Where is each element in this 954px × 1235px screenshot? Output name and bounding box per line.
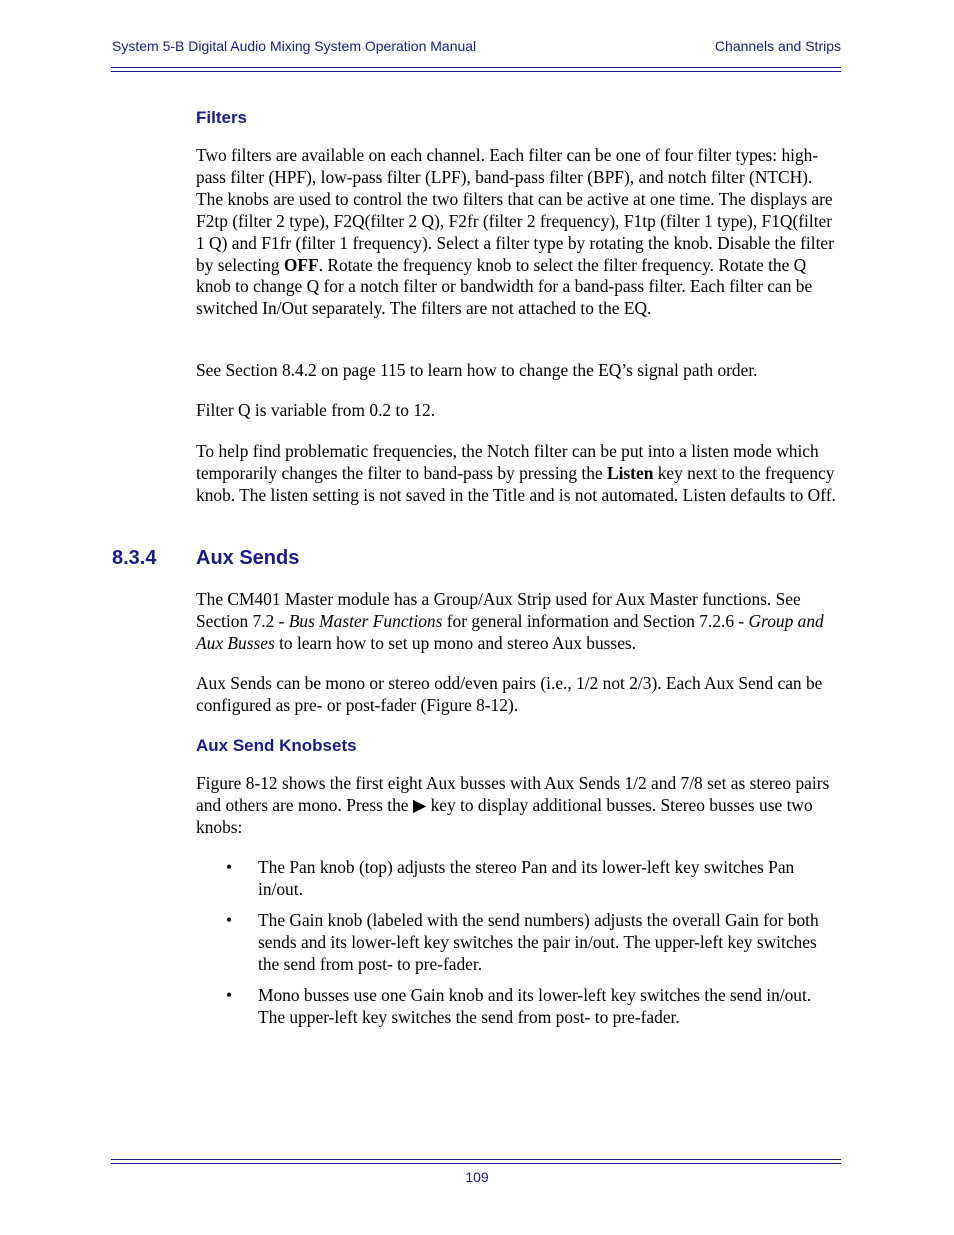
text-span: Two filters are available on each channel. Each filter can be one of four filter types: high-pass filter (HPF), low-pass filter (LPF), band-pass filter (BPF), and notch filter (NTCH). The knobs are used to control the two filters that can be active at one time. The displays are F2tp (filter 2 type), F2Q(filter 2 Q), F2fr (filter 2 frequency), F1tp (filter 1 type), F1Q(filter 1 Q) and F1fr (filter 1 frequency). Select a filter type by rotating the knob. Disable the filter by selecting <box>196 145 834 275</box>
section-heading-aux-sends <box>112 547 299 570</box>
section-title: Aux Sends <box>196 547 300 569</box>
aux-paragraph-3 <box>196 773 842 839</box>
filters-paragraph-1 <box>196 145 842 320</box>
filters-heading: Filters <box>196 108 248 127</box>
xref-bus-master-functions: Bus Master Functions <box>288 610 443 631</box>
section-number: 8.3.4 <box>112 547 157 569</box>
knobsets-heading: Aux Send Knobsets <box>196 736 357 755</box>
running-header-section: Channels and Strips <box>714 38 841 54</box>
filters-paragraph-4 <box>196 441 842 507</box>
filters-paragraph-2: See Section 8.4.2 on page 115 to learn how to change the EQ’s signal path order. <box>196 360 758 380</box>
text-span: . Rotate the frequency knob to select the filter frequency. Rotate the Q knob to change Q for a notch filter or bandwidth for a band-pass filter. Each filter can be switched In/Out separately. The filters are not attached to the EQ. <box>196 254 813 319</box>
text-span: key to display additional busses. Stereo busses use two knobs: <box>196 794 813 837</box>
bullet-icon: • <box>226 857 233 877</box>
listen-keyword: Listen <box>606 462 654 483</box>
bullet-text: The Gain knob (labeled with the send numbers) adjusts the overall Gain for both sends and its lower-left key switches the pair in/out. The upper-left key switches the send from post- to pre-fader. <box>258 910 819 974</box>
text-span: To help find problematic frequencies, the Notch filter can be put into a listen mode which temporarily changes the filter to band-pass by pressing the <box>196 441 819 483</box>
running-header-title: System 5-B Digital Audio Mixing System Operation Manual <box>112 38 477 54</box>
aux-paragraph-1 <box>196 589 842 655</box>
bullet-icon: • <box>226 985 233 1005</box>
bullet-text: Mono busses use one Gain knob and its lower-left key switches the send in/out. The upper-left key switches the send from post- to pre-fader. <box>258 985 812 1027</box>
bullet-icon: • <box>226 910 233 930</box>
off-keyword: OFF <box>283 254 319 275</box>
right-arrow-icon: ▶ <box>412 794 427 815</box>
text-span: The CM401 Master module has a Group/Aux Strip used for Aux Master functions. See Section 7.2 - <box>196 589 801 631</box>
header-rule-secondary <box>111 71 841 72</box>
text-span: Figure 8-12 shows the first eight Aux busses with Aux Sends 1/2 and 7/8 set as stereo pairs and others are mono. Press the <box>196 773 830 815</box>
bullet-text: The Pan knob (top) adjusts the stereo Pan and its lower-left key switches Pan in/out. <box>258 857 795 899</box>
header-rule <box>111 67 841 68</box>
footer-rule <box>111 1159 841 1160</box>
page-number: 109 <box>465 1169 489 1185</box>
text-span: for general information and Section 7.2.6 - <box>442 610 749 631</box>
text-span: key next to the frequency knob. The listen setting is not saved in the Title and is not automated. Listen defaults to Off. <box>196 462 836 505</box>
xref-group-aux-busses: Group and Aux Busses <box>196 610 824 653</box>
footer-rule-secondary <box>111 1163 841 1164</box>
text-span: to learn how to set up mono and stereo Aux busses. <box>274 632 637 653</box>
aux-paragraph-2: Aux Sends can be mono or stereo odd/even pairs (i.e., 1/2 not 2/3). Each Aux Send can be configured as pre- or post-fader (Figure 8-12). <box>196 673 823 715</box>
filters-paragraph-3: Filter Q is variable from 0.2 to 12. <box>196 400 436 420</box>
